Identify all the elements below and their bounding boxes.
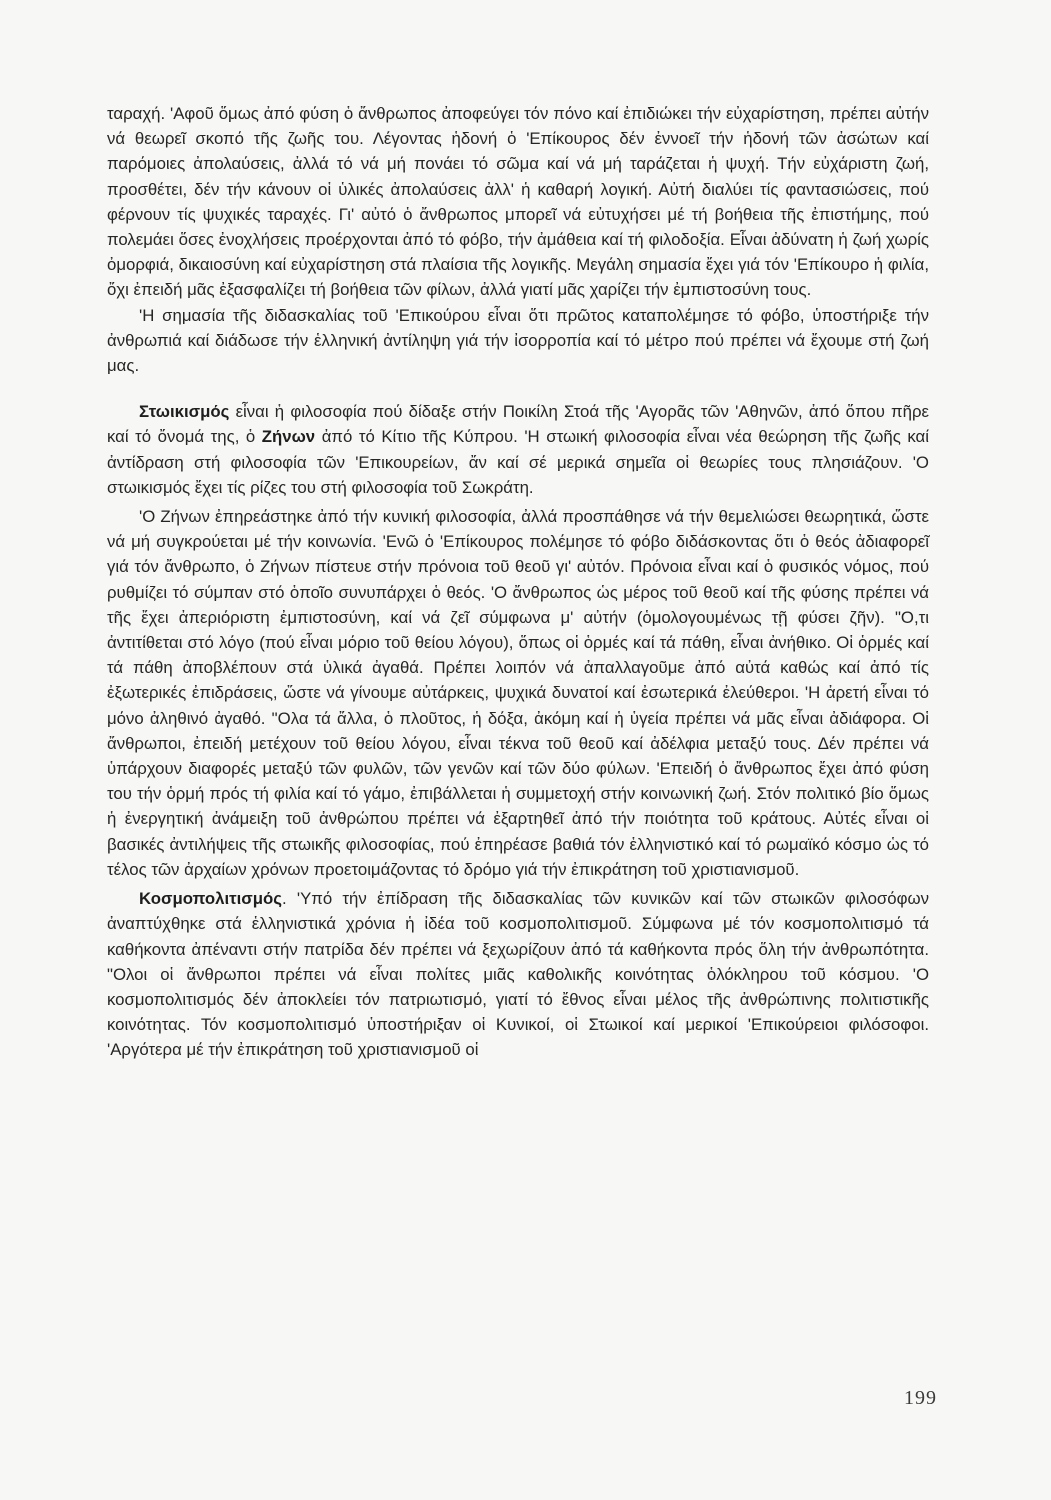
paragraph-zeno-teaching: 'Ο Ζήνων ἐπηρεάστηκε ἀπό τήν κυνική φιλοσοφία, ἀλλά προσπάθησε νά τήν θεμελιώσει θεωρητικά, ὥστε νά μή συγκρούεται μέ τήν κοινωνία. 'Ενῶ ὁ 'Επίκουρος πολέμησε τό φόβο διδάσκοντας ὅτι ὁ θεός ἀδιαφορεῖ γιά τόν ἄνθρωπο, ὁ Ζήνων πίστευε στήν πρόνοια τοῦ θεοῦ γι' αὐτόν. Πρόνοια εἶναι καί ὁ φυσικός νόμος, πού ρυθμίζει τό σύμπαν στό ὁποῖο συνυπάρχει ὁ θεός. 'Ο ἄνθρωπος ὡς μέρος τοῦ θεοῦ καί τῆς φύσης πρέπει νά τῆς ἔχει ἀπεριόριστη ἐμπιστοσύνη, καί νά ζεῖ σύμφωνα μ' αὐτήν (ὁμολογουμένως τῇ φύσει ζῆν). "Ο,τι ἀντιτίθεται στό λόγο (πού εἶναι μόριο τοῦ θείου λόγου), ὅπως οἱ ὁρμές καί τά πάθη, εἶναι ἀνήθικο. Οἱ ὁρμές καί τά πάθη ἀποβλέπουν στά ὑλικά ἀγαθά. Πρέπει λοιπόν νά ἀπαλλαγοῦμε ἀπό αὐτά καθώς καί ἀπό τίς ἐξωτερικές ἐπιδράσεις, ὥστε νά γίνουμε αὐτάρκεις, ψυχικά δυνατοί καί ἐσωτερικά ἐλεύθεροι. 'Η ἀρετή εἶναι τό μόνο ἀληθινό ἀγαθό. "Ολα τά ἄλλα, ὁ πλοῦτος, ἡ δόξα, ἀκόμη καί ἡ ὑγεία πρέπει νά μᾶς εἶναι ἀδιάφορα. Οἱ ἄνθρωποι, ἐπειδή μετέχουν τοῦ θείου λόγου, εἶναι τέκνα τοῦ θεοῦ καί ἀδέλφια μεταξύ τους. Δέν πρέπει νά ὑπάρχουν διαφορές μεταξύ τῶν φυλῶν, τῶν γενῶν καί τῶν δύο φύλων. 'Επειδή ὁ ἄνθρωπος ἔχει ἀπό φύση του τήν ὁρμή πρός τή φιλία καί τό γάμο, ἐπιβάλλεται ἡ συμμετοχή στήν κοινωνική ζωή. Στόν πολιτικό βίο ὅμως ἡ ἐνεργητική ἀνάμειξη τοῦ ἀνθρώπου πρέπει νά ἐξαρτηθεῖ ἀπό τήν ποιότητα τοῦ κράτους. Αὐτές εἶναι οἱ βασικές ἀντιλήψεις τῆς στωικῆς φιλοσοφίας, πού ἐπηρέασε βαθιά τόν ἑλληνιστικό καί τό ρωμαϊκό κόσμο ὡς τό τέλος τῶν ἀρχαίων χρόνων προετοιμάζοντας τό δρόμο γιά τήν ἐπικράτηση τοῦ χριστιανισμοῦ. xyxy=(107,507,929,879)
term-cosmopolitanism: Κοσμοπολιτισμός xyxy=(139,889,283,909)
term-stoicism: Στωικισμός xyxy=(139,402,230,422)
paragraph-cosmopolitanism-text: . 'Υπό τήν ἐπίδραση τῆς διδασκαλίας τῶν κυνικῶν καί τῶν στωικῶν φιλοσόφων ἀναπτύχθηκε στά ἑλληνιστικά χρόνια ἡ ἰδέα τοῦ κοσμοπολιτισμοῦ. Σύμφωνα μέ τόν κοσμοπολιτισμό τά καθήκοντα ἀπέναντι στήν πατρίδα δέν πρέπει νά ξεχωρίζουν ἀπό τά καθήκοντα πρός ὅλη τήν ἀνθρωπότητα. "Ολοι οἱ ἄνθρωποι πρέπει νά εἶναι πολίτες μιᾶς καθολικῆς κοινότητας ὁλόκληρου τοῦ κόσμου. 'Ο κοσμοπολιτισμός δέν ἀποκλείει τόν πατριωτισμό, γιατί τό ἔθνος εἶναι μέλος τῆς ἀνθρώπινης πολιτιστικῆς κοινότητας. Τόν κοσμοπολιτισμό ὑποστήριξαν οἱ Κυνικοί, οἱ Στωικοί καί μερικοί 'Επικούρειοι φιλόσοφοι. 'Αργότερα μέ τήν ἐπικράτηση τοῦ χριστιανισμοῦ οἱ xyxy=(107,889,929,1060)
paragraph-epicurus-significance: 'Η σημασία τῆς διδασκαλίας τοῦ 'Επικούρου εἶναι ὅτι πρῶτος καταπολέμησε τό φόβο, ὑποστήριξε τήν ἀνθρωπιά καί διάδωσε τήν ἑλληνική ἀντίληψη γιά τήν ἰσορροπία καί τό μέτρο πού πρέπει νά ἔχουμε στή ζωή μας. xyxy=(107,305,929,376)
body-text xyxy=(107,101,929,1063)
paragraph-stoicism-text-a: εἶναι ἡ φιλοσοφία πού δίδαξε στήν Ποικίλη Στοά τῆς 'Αγορᾶς τῶν 'Αθηνῶν, ἀπό ὅπου πῆρε καί τό ὄνομά της, ὁ xyxy=(107,402,929,447)
paragraph-stoicism-text-b: ἀπό τό Κίτιο τῆς Κύπρου. 'Η στωική φιλοσοφία εἶναι νέα θεώρηση τῆς ζωῆς καί ἀντίδραση στή φιλοσοφία τῶν 'Επικουρείων, ἄν καί σέ μερικά σημεῖα οἱ θεωρίες τους πλησιάζουν. 'Ο στωικισμός ἔχει τίς ρίζες του στή φιλοσοφία τοῦ Σωκράτη. xyxy=(107,427,929,497)
name-zeno: Ζήνων xyxy=(261,427,316,447)
paragraph-stoicism-intro xyxy=(107,399,929,500)
paragraph-cosmopolitanism xyxy=(107,886,929,1062)
paragraph-epicurus-pleasure: ταραχή. 'Αφοῦ ὅμως ἀπό φύση ὁ ἄνθρωπος ἀποφεύγει τόν πόνο καί ἐπιδιώκει τήν εὐχαρίστηση, πρέπει αὐτήν νά θεωρεῖ σκοπό τῆς ζωῆς του. Λέγοντας ἡδονή ὁ 'Επίκουρος δέν ἐννοεῖ τήν ἡδονή τῶν ἀσώτων καί παρόμοιες ἀπολαύσεις, ἀλλά τό νά μή πονάει τό σῶμα καί νά μή ταράζεται ἡ ψυχή. Τήν εὐχάριστη ζωή, προσθέτει, δέν τήν κάνουν οἱ ὑλικές ἀπολαύσεις ἀλλ' ἡ καθαρή λογική. Αὐτή διαλύει τίς φαντασιώσεις, πού φέρνουν τίς ψυχικές ταραχές. Γι' αὐτό ὁ ἄνθρωπος μπορεῖ νά εὐτυχήσει μέ τή βοήθεια τῆς ἐπιστήμης, πού πολεμάει ὅσες ἐνοχλήσεις προέρχονται ἀπό τό φόβο, τήν ἀμάθεια καί τή φιλοδοξία. Εἶναι ἀδύνατη ἡ ζωή χωρίς ὀμορφιά, δικαιοσύνη καί εὐχαρίστηση στά πλαίσια τῆς λογικῆς. Μεγάλη σημασία ἔχει γιά τόν 'Επίκουρο ἡ φιλία, ὄχι ἐπειδή μᾶς ἐξασφαλίζει τή βοήθεια τῶν φίλων, ἀλλά γιατί μᾶς χαρίζει τήν ἐμπιστοσύνη τους. xyxy=(107,104,929,300)
page-number: 199 xyxy=(904,1387,937,1409)
